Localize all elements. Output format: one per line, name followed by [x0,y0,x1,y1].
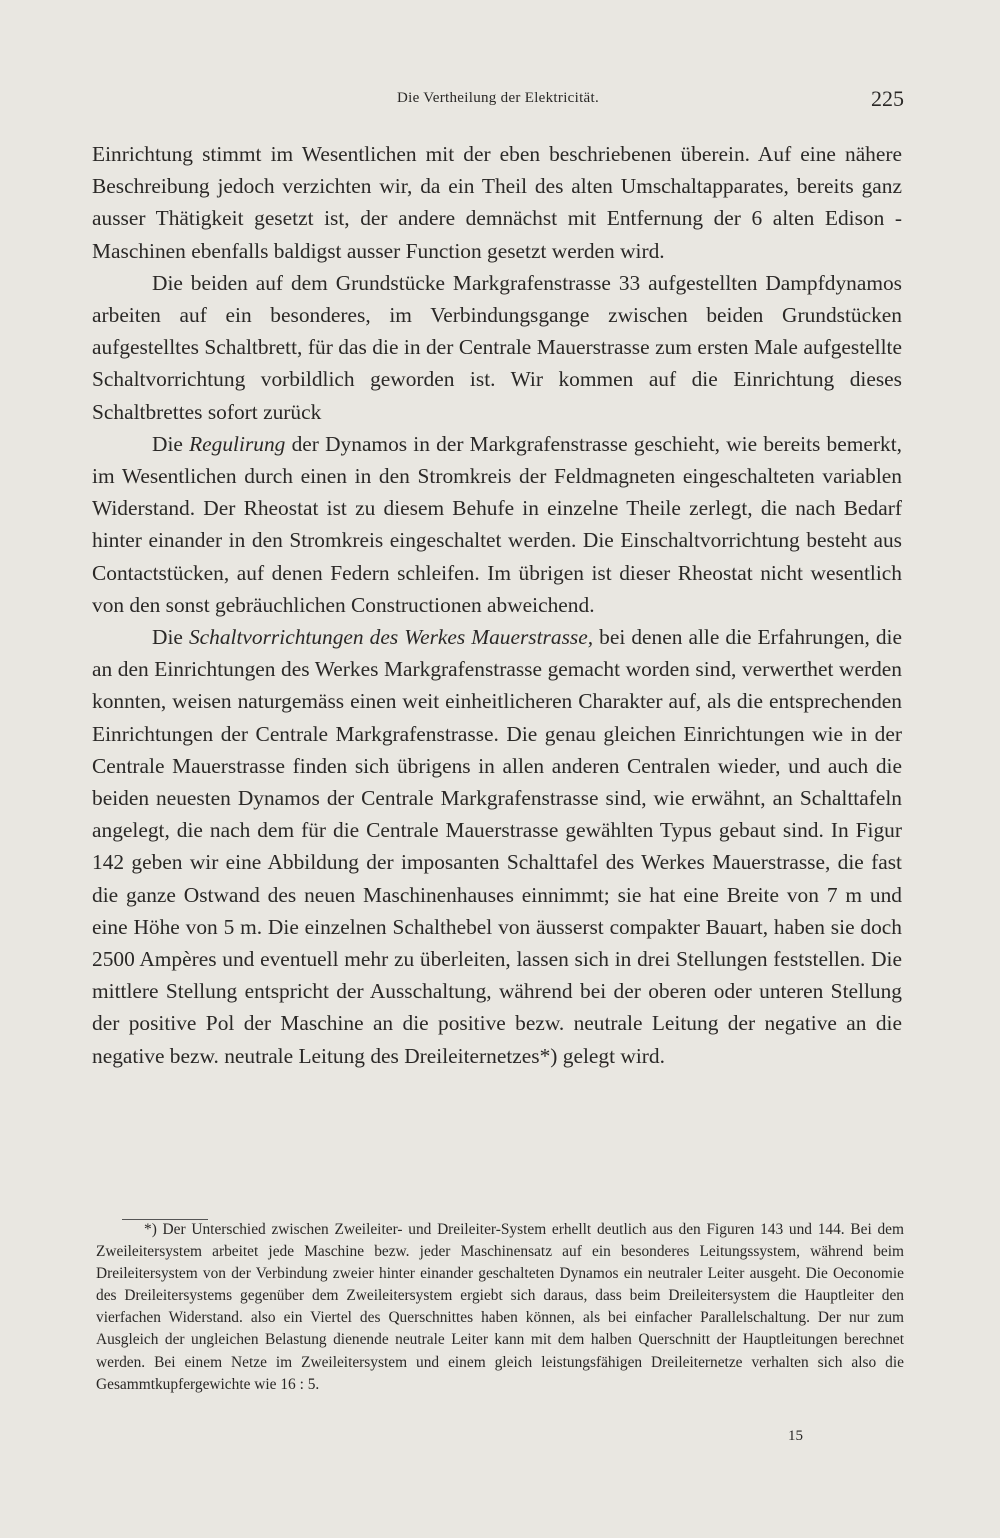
running-title: Die Vertheilung der Elektricität. [396,90,600,106]
paragraph-3-text: der Dynamos in der Markgrafenstrasse geschieht, wie bereits bemerkt, im Wesentlichen durch einen in den Stromkreis der Feldmagneten eingeschalteten variablen Widerstand. Der Rheostat ist zu diesem Behufe in einzelne Theile zerlegt, die nach Bedarf hinter einander in den Stromkreis eingeschaltet werden. Die Einschaltvorrichtung besteht aus Contactstücken, auf denen Federn schleifen. Im übrigen ist dieser Rheostat nicht wesentlich von den sonst gebräuchlichen Constructionen abweichend. [92,431,902,617]
paragraph-3 [92,428,902,621]
running-head [92,86,904,116]
paragraph-2: Die beiden auf dem Grundstücke Markgrafenstrasse 33 aufgestellten Dampfdynamos arbeiten auf ein besonderes, im Verbindungsgange zwischen beiden Grundstücken aufgestelltes Schaltbrett, für das die in der Centrale Mauerstrasse zum ersten Male aufgestellte Schaltvorrichtung vorbildlich geworden ist. Wir kommen auf die Einrichtung dieses Schaltbrettes sofort zurück [92,270,902,424]
paragraph-3-italic-term: Regulirung [189,431,286,456]
paragraph-4 [92,621,902,1072]
body-text [92,138,902,1072]
footnote-text: *) Der Unterschied zwischen Zweileiter- und Dreileiter-System erhellt deutlich aus den Figuren 143 und 144. Bei dem Zweileitersystem arbeitet jede Maschine bezw. jeder Maschinensatz auf ein besonderes Leitungssystem, während beim Dreileitersystem von der Verbindung zweier hinter einander geschalteten Dynamos ein neutraler Leiter ausgeht. Die Oeconomie des Dreileitersystems gegenüber dem Zweileitersystem ergiebt sich daraus, dass beim Dreileitersystem die Hauptleiter den vierfachen Widerstand. also ein Viertel des Querschnittes haben können, als bei einfacher Parallelschaltung. Der nur zum Ausgleich der ungleichen Belastung dienende neutrale Leiter kann mit dem halben Querschnitt der Hauptleitungen berechnet werden. Bei einem Netze im Zweileitersystem und einem gleich leistungsfähigen Dreileiternetze verhalten sich also die Gesammtkupfergewichte wie 16 : 5. [96,1221,904,1393]
paragraph-4-italic-term: Schaltvorrichtungen des Werkes Mauerstrasse, [188,625,594,650]
paragraph-4-text: bei denen alle die Erfahrungen, die an den Einrichtungen des Werkes Markgrafenstrasse gemacht worden sind, verwerthet werden konnten, weisen naturgemäss einen weit einheitlicheren Charakter auf, als die entsprechenden Einrichtungen der Centrale Markgrafenstrasse. Die genau gleichen Einrichtungen wie in der Centrale Mauerstrasse finden sich übrigens in allen anderen Centralen wieder, und auch die beiden neuesten Dynamos der Centrale Markgrafenstrasse sind, wie erwähnt, an Schalttafeln angelegt, die nach dem für die Centrale Mauerstrasse gewählten Typus gebaut sind. In Figur 142 geben wir eine Abbildung der imposanten Schalttafel des Werkes Mauerstrasse, die fast die ganze Ostwand des neuen Maschinenhauses einnimmt; sie hat eine Breite von 7 m und eine Höhe von 5 m. Die einzelnen Schalthebel von äusserst compakter Bauart, haben sie doch 2500 Ampères und eventuell mehr zu überleiten, lassen sich in drei Stellungen feststellen. Die mittlere Stellung entspricht der Ausschaltung, während bei der oberen oder unteren Stellung der positive Pol der Maschine an die positive bezw. neutrale Leitung der negative an die negative bezw. neutrale Leitung des Dreileiternetzes*) gelegt wird. [92,625,902,1068]
paragraph-3-lead: Die [152,431,183,456]
footnote [96,1219,904,1396]
paragraph-1: Einrichtung stimmt im Wesentlichen mit der eben beschriebenen überein. Auf eine nähere Beschreibung jedoch verzichten wir, da ein Theil des alten Umschaltapparates, bereits ganz ausser Thätigkeit gesetzt ist, der andere demnächst mit Entfernung der 6 alten Edison - Maschinen ebenfalls baldigst ausser Function gesetzt werden wird. [92,142,902,263]
paragraph-4-lead: Die [152,625,183,650]
page-number: 225 [871,86,904,111]
signature-mark: 15 [788,1428,803,1444]
